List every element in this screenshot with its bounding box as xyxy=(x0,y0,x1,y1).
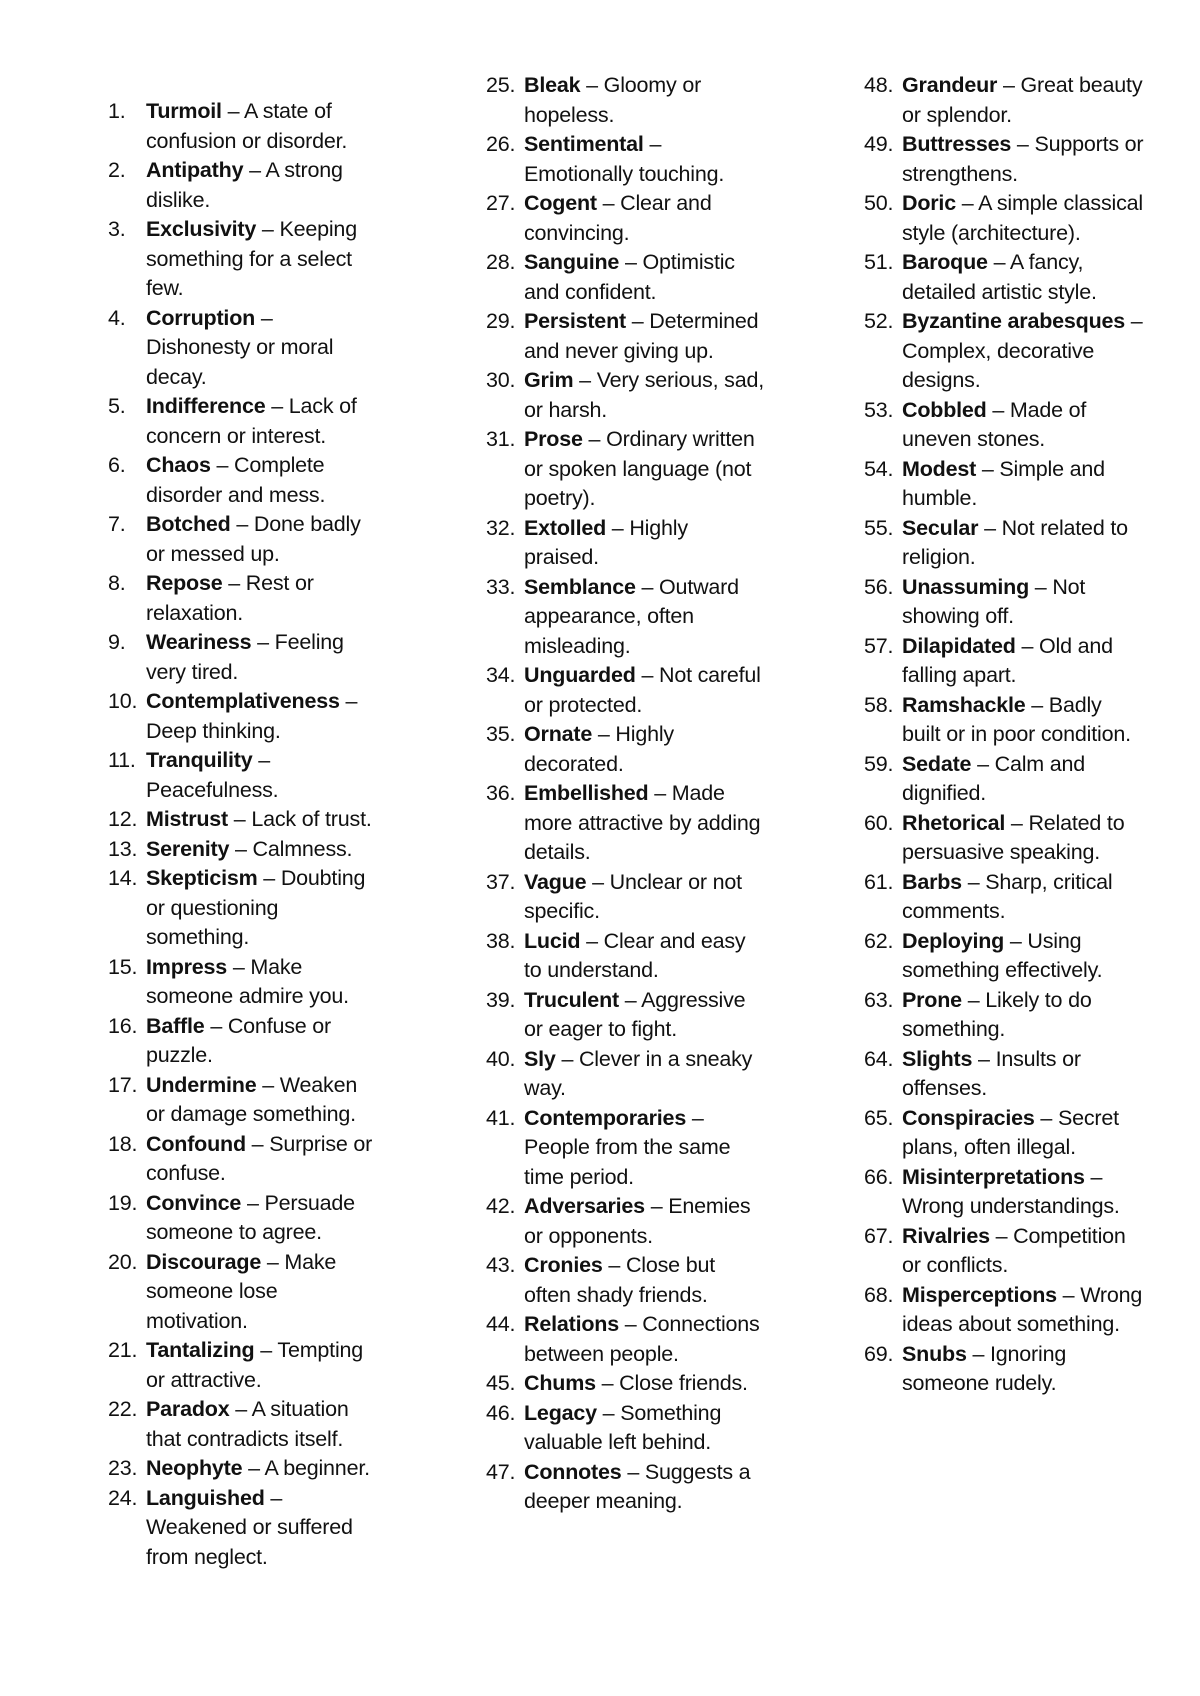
vocab-entry xyxy=(864,1281,1144,1340)
entry-term: Skepticism xyxy=(146,866,258,890)
vocab-entry xyxy=(864,307,1144,396)
entry-term: Cobbled xyxy=(902,397,987,422)
vocab-entry xyxy=(864,573,1144,632)
vocab-entry xyxy=(108,1336,380,1395)
entry-definition: – Very serious, sad, or harsh. xyxy=(524,368,764,422)
vocab-entry xyxy=(108,746,380,805)
entry-definition: – Surprise or confuse. xyxy=(146,1131,373,1185)
entry-definition: – Close friends. xyxy=(595,1371,748,1395)
entry-definition: – Using something effectively. xyxy=(902,928,1103,982)
entry-term: Rivalries xyxy=(902,1223,990,1248)
entry-definition: – A strong dislike. xyxy=(146,158,343,212)
entry-number: 22. xyxy=(108,1397,138,1421)
vocab-entry xyxy=(864,71,1144,130)
entry-number: 20. xyxy=(108,1249,138,1274)
entry-number: 51. xyxy=(864,250,894,274)
entry-definition: – Badly built or in poor condition. xyxy=(902,692,1131,746)
entry-term: Neophyte xyxy=(146,1456,243,1480)
entry-definition: – Close but often shady friends. xyxy=(524,1253,715,1307)
vocab-entry xyxy=(486,71,766,130)
entry-number: 14. xyxy=(108,866,138,890)
entry-term: Repose xyxy=(146,571,223,595)
entry-number: 43. xyxy=(486,1253,516,1277)
entry-term: Snubs xyxy=(902,1341,967,1366)
entry-term: Chums xyxy=(524,1371,596,1395)
entry-term: Truculent xyxy=(524,987,619,1012)
vocab-entry xyxy=(486,307,766,366)
vocab-entry xyxy=(864,927,1144,986)
vocab-entry xyxy=(864,1045,1144,1104)
entry-term: Doric xyxy=(902,191,956,215)
entry-term: Modest xyxy=(902,456,977,481)
vocab-entry xyxy=(108,1248,380,1337)
entry-term: Grandeur xyxy=(902,73,998,97)
vocab-entry xyxy=(864,868,1144,927)
vocab-entry xyxy=(486,366,766,425)
vocab-entry xyxy=(108,569,380,628)
entry-number: 16. xyxy=(108,1013,138,1038)
vocab-entry xyxy=(864,1340,1144,1399)
entry-term: Turmoil xyxy=(146,99,222,123)
vocab-entry xyxy=(486,1045,766,1104)
entry-definition: – Something valuable left behind. xyxy=(524,1400,722,1454)
entry-number: 25. xyxy=(486,73,516,97)
vocab-column-1 xyxy=(108,97,380,1572)
entry-definition: – Not careful or protected. xyxy=(524,663,761,717)
entry-term: Convince xyxy=(146,1190,242,1215)
entry-number: 65. xyxy=(864,1105,894,1130)
entry-number: 47. xyxy=(486,1459,516,1484)
vocab-entry xyxy=(864,632,1144,691)
entry-definition: – Weakened or suffered from neglect. xyxy=(146,1485,353,1569)
entry-term: Sly xyxy=(524,1046,556,1071)
vocab-entry xyxy=(486,425,766,514)
entry-term: Bleak xyxy=(524,73,581,97)
entry-number: 69. xyxy=(864,1341,894,1366)
entry-term: Exclusivity xyxy=(146,217,257,241)
entry-definition: – Likely to do something. xyxy=(902,987,1092,1041)
entry-definition: – Doubting or questioning something. xyxy=(146,866,366,949)
entry-number: 30. xyxy=(486,368,516,392)
entry-number: 33. xyxy=(486,574,516,599)
entry-number: 39. xyxy=(486,987,516,1012)
entry-number: 27. xyxy=(486,191,516,215)
vocab-entry xyxy=(108,953,380,1012)
entry-number: 17. xyxy=(108,1072,138,1097)
entry-term: Discourage xyxy=(146,1249,262,1274)
entry-term: Byzantine arabesques xyxy=(902,309,1126,333)
entry-definition: – Supports or strengthens. xyxy=(902,132,1144,186)
vocab-entry xyxy=(108,628,380,687)
entry-term: Unguarded xyxy=(524,663,636,687)
entry-number: 5. xyxy=(108,394,126,418)
entry-definition: – Old and falling apart. xyxy=(902,633,1113,687)
entry-definition: – Related to persuasive speaking. xyxy=(902,810,1125,864)
entry-definition: – Competition or conflicts. xyxy=(902,1223,1126,1277)
entry-definition: – Complex, decorative designs. xyxy=(902,309,1143,392)
entry-term: Undermine xyxy=(146,1072,257,1097)
entry-term: Languished xyxy=(146,1485,265,1510)
entry-number: 24. xyxy=(108,1485,138,1510)
vocab-entry xyxy=(486,1192,766,1251)
entry-definition: – Weaken or damage something. xyxy=(146,1072,358,1126)
entry-term: Serenity xyxy=(146,836,230,861)
entry-number: 46. xyxy=(486,1400,516,1425)
entry-number: 63. xyxy=(864,987,894,1012)
entry-definition: – Lack of trust. xyxy=(228,807,372,831)
entry-number: 55. xyxy=(864,515,894,540)
entry-term: Tranquility xyxy=(146,748,253,772)
entry-number: 58. xyxy=(864,692,894,717)
entry-number: 31. xyxy=(486,427,516,451)
entry-definition: – Connections between people. xyxy=(524,1312,760,1366)
entry-number: 15. xyxy=(108,954,138,979)
entry-number: 41. xyxy=(486,1105,516,1130)
vocab-entry xyxy=(108,215,380,304)
entry-definition: – Peacefulness. xyxy=(146,748,279,802)
entry-number: 19. xyxy=(108,1190,138,1215)
entry-number: 52. xyxy=(864,309,894,333)
entry-term: Sedate xyxy=(902,751,972,776)
vocab-entry xyxy=(108,687,380,746)
entry-term: Unassuming xyxy=(902,574,1030,599)
vocab-entry xyxy=(864,455,1144,514)
entry-term: Persistent xyxy=(524,309,626,333)
vocab-entry xyxy=(864,189,1144,248)
entry-number: 6. xyxy=(108,453,126,477)
entry-number: 37. xyxy=(486,869,516,894)
vocab-entry xyxy=(108,864,380,953)
entry-term: Baroque xyxy=(902,250,988,274)
entry-definition: – Make someone lose motivation. xyxy=(146,1249,337,1333)
entry-number: 53. xyxy=(864,397,894,422)
entry-definition: – Not related to religion. xyxy=(902,515,1128,569)
entry-definition: – A state of confusion or disorder. xyxy=(146,99,348,153)
entry-number: 38. xyxy=(486,928,516,953)
vocab-entry xyxy=(486,1399,766,1458)
entry-term: Indifference xyxy=(146,394,266,418)
vocab-entry xyxy=(486,927,766,986)
entry-number: 28. xyxy=(486,250,516,274)
entry-term: Embellished xyxy=(524,781,649,805)
entry-number: 54. xyxy=(864,456,894,481)
entry-number: 56. xyxy=(864,574,894,599)
entry-definition: – Optimistic and confident. xyxy=(524,250,735,304)
entry-term: Chaos xyxy=(146,453,211,477)
entry-number: 34. xyxy=(486,663,516,687)
entry-term: Slights xyxy=(902,1046,973,1071)
entry-number: 26. xyxy=(486,132,516,156)
entry-definition: – Rest or relaxation. xyxy=(146,571,314,625)
vocab-entry xyxy=(486,1251,766,1310)
vocab-entry xyxy=(864,809,1144,868)
vocab-entry xyxy=(486,130,766,189)
entry-definition: – A situation that contradicts itself. xyxy=(146,1397,349,1451)
entry-definition: – Secret plans, often illegal. xyxy=(902,1105,1119,1159)
entry-number: 44. xyxy=(486,1312,516,1336)
entry-term: Corruption xyxy=(146,305,256,330)
entry-term: Rhetorical xyxy=(902,810,1006,835)
vocab-entry xyxy=(108,392,380,451)
entry-number: 4. xyxy=(108,305,126,330)
vocab-entry xyxy=(108,1071,380,1130)
vocab-entry xyxy=(108,510,380,569)
entry-definition: – Persuade someone to agree. xyxy=(146,1190,355,1244)
vocab-entry xyxy=(486,1310,766,1369)
entry-definition: – Dishonesty or moral decay. xyxy=(146,305,334,389)
entry-number: 35. xyxy=(486,722,516,746)
vocab-entry xyxy=(108,1012,380,1071)
entry-number: 18. xyxy=(108,1131,138,1156)
entry-term: Ramshackle xyxy=(902,692,1026,717)
entry-number: 10. xyxy=(108,689,138,713)
vocab-entry xyxy=(864,691,1144,750)
entry-number: 21. xyxy=(108,1338,138,1362)
entry-term: Mistrust xyxy=(146,807,229,831)
vocab-entry xyxy=(486,573,766,662)
entry-term: Misinterpretations xyxy=(902,1164,1085,1189)
entry-definition: – Confuse or puzzle. xyxy=(146,1013,332,1067)
vocab-entry xyxy=(486,868,766,927)
entry-term: Grim xyxy=(524,368,574,392)
vocab-entry xyxy=(486,986,766,1045)
entry-definition: – Clear and easy to understand. xyxy=(524,928,746,982)
vocab-entry xyxy=(108,1395,380,1454)
entry-term: Vague xyxy=(524,869,587,894)
entry-number: 36. xyxy=(486,781,516,805)
entry-term: Conspiracies xyxy=(902,1105,1035,1130)
entry-number: 60. xyxy=(864,810,894,835)
entry-term: Adversaries xyxy=(524,1194,645,1218)
vocab-entry xyxy=(108,1189,380,1248)
entry-definition: – Made of uneven stones. xyxy=(902,397,1087,451)
entry-number: 45. xyxy=(486,1371,516,1395)
vocab-entry xyxy=(486,1104,766,1193)
vocab-entry xyxy=(864,1222,1144,1281)
vocab-entry xyxy=(486,720,766,779)
entry-definition: – Wrong understandings. xyxy=(902,1164,1120,1218)
vocab-entry xyxy=(486,661,766,720)
entry-definition: – Gloomy or hopeless. xyxy=(524,73,702,127)
entry-term: Deploying xyxy=(902,928,1005,953)
entry-number: 50. xyxy=(864,191,894,215)
vocab-entry xyxy=(486,189,766,248)
entry-term: Barbs xyxy=(902,869,962,894)
entry-number: 40. xyxy=(486,1046,516,1071)
entry-definition: – Outward appearance, often misleading. xyxy=(524,574,739,658)
entry-term: Botched xyxy=(146,512,231,536)
entry-term: Ornate xyxy=(524,722,593,746)
vocab-entry xyxy=(864,986,1144,1045)
entry-number: 1. xyxy=(108,99,126,123)
vocab-entry xyxy=(108,835,380,865)
vocab-entry xyxy=(486,1458,766,1517)
entry-definition: – Lack of concern or interest. xyxy=(146,394,357,448)
vocab-entry xyxy=(486,1369,766,1399)
vocab-entry xyxy=(108,156,380,215)
entry-term: Relations xyxy=(524,1312,619,1336)
entry-definition: – Keeping something for a select few. xyxy=(146,217,357,300)
entry-definition: – A simple classical style (architecture). xyxy=(902,191,1143,245)
entry-definition: – Complete disorder and mess. xyxy=(146,453,326,507)
vocab-column-2 xyxy=(486,71,766,1517)
entry-term: Contemporaries xyxy=(524,1105,687,1130)
entry-term: Weariness xyxy=(146,630,252,654)
entry-term: Buttresses xyxy=(902,132,1012,156)
entry-definition: – Enemies or opponents. xyxy=(524,1194,751,1248)
entry-definition: – Calmness. xyxy=(229,836,353,861)
entry-number: 59. xyxy=(864,751,894,776)
vocab-entry xyxy=(108,1484,380,1573)
entry-number: 8. xyxy=(108,571,126,595)
entry-definition: – Simple and humble. xyxy=(902,456,1105,510)
entry-definition: – Highly praised. xyxy=(524,515,688,569)
entry-term: Paradox xyxy=(146,1397,230,1421)
vocab-entry xyxy=(108,451,380,510)
vocab-entry xyxy=(486,248,766,307)
entry-number: 2. xyxy=(108,158,126,182)
entry-number: 61. xyxy=(864,869,894,894)
entry-definition: – Suggests a deeper meaning. xyxy=(524,1459,751,1513)
entry-number: 7. xyxy=(108,512,126,536)
entry-term: Lucid xyxy=(524,928,581,953)
entry-term: Tantalizing xyxy=(146,1338,255,1362)
entry-number: 3. xyxy=(108,217,126,241)
entry-number: 32. xyxy=(486,515,516,540)
entry-definition: – Clever in a sneaky way. xyxy=(524,1046,753,1100)
vocab-entry xyxy=(864,396,1144,455)
entry-term: Cronies xyxy=(524,1253,603,1277)
entry-definition: – People from the same time period. xyxy=(524,1105,731,1189)
entry-definition: – Clear and convincing. xyxy=(524,191,712,245)
entry-term: Cogent xyxy=(524,191,597,215)
entry-term: Confound xyxy=(146,1131,246,1156)
entry-definition: – Aggressive or eager to fight. xyxy=(524,987,746,1041)
entry-term: Sanguine xyxy=(524,250,620,274)
entry-term: Baffle xyxy=(146,1013,205,1038)
entry-definition: – Highly decorated. xyxy=(524,722,674,776)
entry-number: 57. xyxy=(864,633,894,658)
vocab-column-3 xyxy=(864,71,1144,1399)
entry-number: 67. xyxy=(864,1223,894,1248)
entry-number: 9. xyxy=(108,630,126,654)
entry-number: 62. xyxy=(864,928,894,953)
entry-number: 23. xyxy=(108,1456,138,1480)
entry-term: Connotes xyxy=(524,1459,622,1484)
entry-definition: – Deep thinking. xyxy=(146,689,358,743)
vocab-entry xyxy=(108,1130,380,1189)
entry-definition: – Feeling very tired. xyxy=(146,630,344,684)
entry-number: 64. xyxy=(864,1046,894,1071)
entry-term: Dilapidated xyxy=(902,633,1016,658)
vocab-entry xyxy=(108,97,380,156)
vocab-entry xyxy=(486,514,766,573)
vocab-entry xyxy=(864,514,1144,573)
entry-definition: – Determined and never giving up. xyxy=(524,309,759,363)
entry-term: Misperceptions xyxy=(902,1282,1057,1307)
entry-definition: – Make someone admire you. xyxy=(146,954,349,1008)
entry-term: Impress xyxy=(146,954,228,979)
entry-number: 12. xyxy=(108,807,138,831)
entry-definition: – Ordinary written or spoken language (not poetry). xyxy=(524,427,755,510)
entry-term: Prose xyxy=(524,427,583,451)
entry-definition: – Tempting or attractive. xyxy=(146,1338,364,1392)
entry-number: 29. xyxy=(486,309,516,333)
vocab-entry xyxy=(864,248,1144,307)
vocab-entry xyxy=(864,130,1144,189)
entry-term: Secular xyxy=(902,515,979,540)
vocab-entry xyxy=(864,750,1144,809)
entry-definition: – Done badly or messed up. xyxy=(146,512,361,566)
vocab-entry xyxy=(864,1104,1144,1163)
entry-term: Sentimental xyxy=(524,132,644,156)
entry-definition: – Made more attractive by adding details. xyxy=(524,781,761,864)
entry-number: 13. xyxy=(108,836,138,861)
entry-number: 42. xyxy=(486,1194,516,1218)
entry-number: 49. xyxy=(864,132,894,156)
entry-definition: – Not showing off. xyxy=(902,574,1086,628)
entry-definition: – A fancy, detailed artistic style. xyxy=(902,250,1097,304)
entry-definition: – Insults or offenses. xyxy=(902,1046,1081,1100)
entry-definition: – Emotionally touching. xyxy=(524,132,725,186)
entry-number: 66. xyxy=(864,1164,894,1189)
vocab-entry xyxy=(108,304,380,393)
entry-number: 68. xyxy=(864,1282,894,1307)
entry-number: 48. xyxy=(864,73,894,97)
entry-number: 11. xyxy=(108,748,136,772)
entry-term: Legacy xyxy=(524,1400,597,1425)
entry-definition: – Sharp, critical comments. xyxy=(902,869,1113,923)
vocab-entry xyxy=(108,1454,380,1484)
entry-definition: – Great beauty or splendor. xyxy=(902,73,1143,127)
entry-definition: – Unclear or not specific. xyxy=(524,869,742,923)
vocab-entry xyxy=(486,779,766,868)
entry-definition: – Wrong ideas about something. xyxy=(902,1282,1143,1336)
vocab-entry xyxy=(864,1163,1144,1222)
entry-definition: – A beginner. xyxy=(242,1456,370,1480)
entry-definition: – Ignoring someone rudely. xyxy=(902,1341,1067,1395)
entry-definition: – Calm and dignified. xyxy=(902,751,1086,805)
vocab-entry xyxy=(108,805,380,835)
entry-term: Contemplativeness xyxy=(146,689,340,713)
entry-term: Semblance xyxy=(524,574,636,599)
entry-term: Prone xyxy=(902,987,962,1012)
entry-term: Extolled xyxy=(524,515,607,540)
entry-term: Antipathy xyxy=(146,158,244,182)
